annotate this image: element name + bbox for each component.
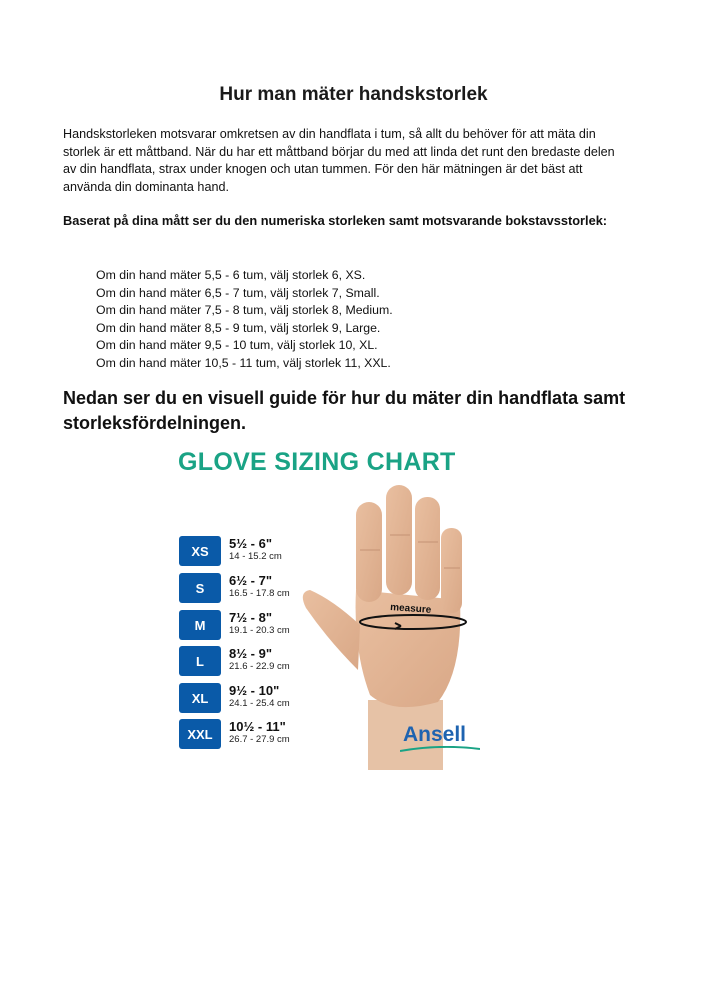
size-badge: M xyxy=(179,610,221,640)
size-rules-list xyxy=(96,267,393,372)
size-cm: 14 - 15.2 cm xyxy=(229,551,282,562)
size-badge: XXL xyxy=(179,719,221,749)
size-inches: 7½ - 8" xyxy=(229,610,273,625)
size-rule-s: Om din hand mäter 6,5 - 7 tum, välj storlek 7, Small. xyxy=(96,285,380,300)
chart-title: GLOVE SIZING CHART xyxy=(178,448,456,476)
measure-label: measure xyxy=(389,602,432,616)
size-badge: S xyxy=(179,573,221,603)
size-badge: L xyxy=(179,646,221,676)
size-cm: 16.5 - 17.8 cm xyxy=(229,588,290,599)
size-rule-l: Om din hand mäter 8,5 - 9 tum, välj storlek 9, Large. xyxy=(96,320,381,335)
page-title: Hur man mäter handskstorlek xyxy=(219,84,488,105)
size-cm: 26.7 - 27.9 cm xyxy=(229,734,290,745)
size-rule-xs: Om din hand mäter 5,5 - 6 tum, välj storlek 6, XS. xyxy=(96,268,366,282)
intro-paragraph: Handskstorleken motsvarar omkretsen av din handflata i tum, så allt du behöver för att mäta din storlek är ett måttband. När du har ett måttband börjar du med att linda det runt den bredaste delen av din handflata, strax under knogen och utan tummen. För den här mätningen är det bäst att använda din dominanta hand. xyxy=(63,127,615,194)
visual-guide-heading: Nedan ser du en visuell guide för hur du mäter din handflata samt storleksfördelningen. xyxy=(63,388,626,433)
size-badge: XS xyxy=(179,536,221,566)
size-inches: 10½ - 11" xyxy=(229,719,286,734)
size-cm: 19.1 - 20.3 cm xyxy=(229,625,290,636)
size-inches: 8½ - 9" xyxy=(229,646,273,661)
size-rule-xl: Om din hand mäter 9,5 - 10 tum, välj storlek 10, XL. xyxy=(96,338,378,352)
size-cm: 21.6 - 22.9 cm xyxy=(229,661,290,672)
size-inches: 5½ - 6" xyxy=(229,536,273,551)
size-inches: 9½ - 10" xyxy=(229,683,280,698)
size-subheading: Baserat på dina mått ser du den numeriska storleken samt motsvarande bokstavsstorlek: xyxy=(63,213,608,228)
ansell-swoosh-icon xyxy=(400,746,480,752)
ansell-logo: Ansell xyxy=(403,723,467,746)
size-rule-xxl: Om din hand mäter 10,5 - 11 tum, välj storlek 11, XXL. xyxy=(96,355,391,370)
size-rule-m: Om din hand mäter 7,5 - 8 tum, välj storlek 8, Medium. xyxy=(96,303,393,317)
size-badge: XL xyxy=(179,683,221,713)
size-inches: 6½ - 7" xyxy=(229,573,273,588)
glove-sizing-chart xyxy=(168,440,488,770)
size-cm: 24.1 - 25.4 cm xyxy=(229,698,290,709)
